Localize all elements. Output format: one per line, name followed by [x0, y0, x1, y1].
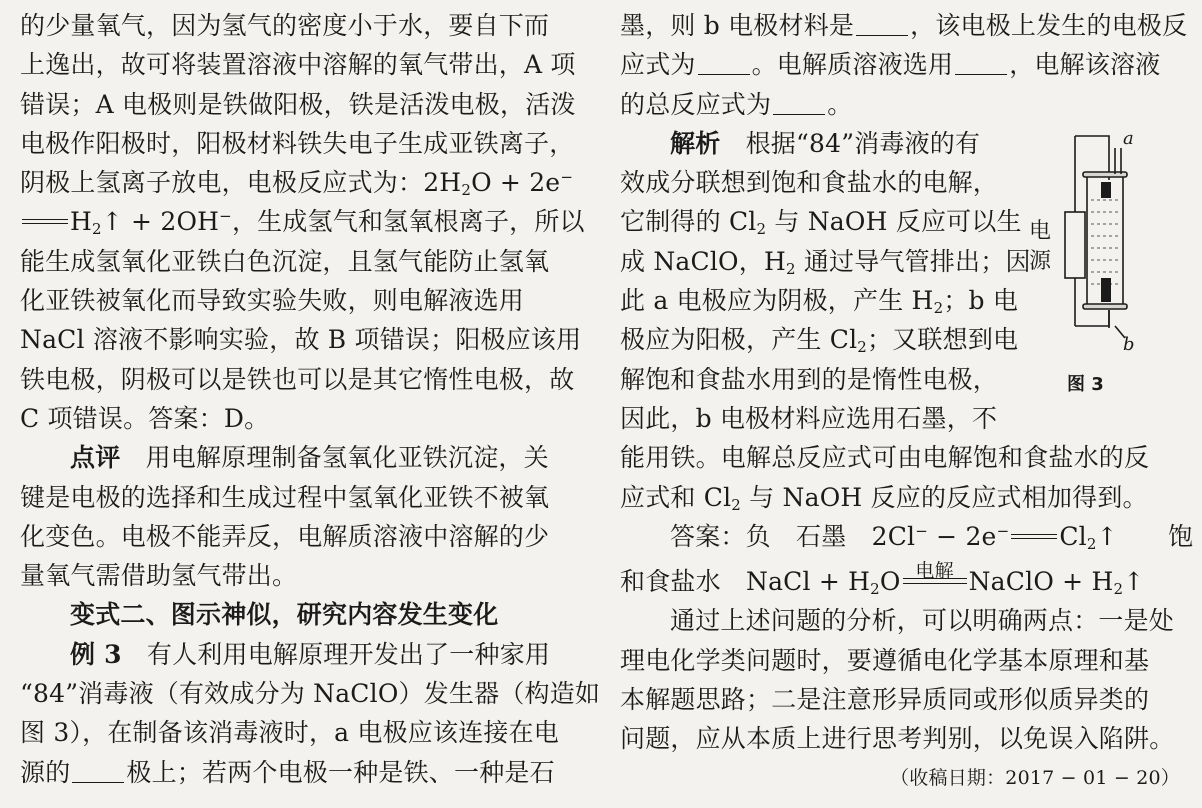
- text-line: 此 a 电极应为阴极，产生 $H_2$；b 电: [620, 286, 1019, 318]
- text-line: NaCl 溶液不影响实验，故 B 项错误；阳极应该用: [20, 325, 582, 355]
- text-line: 错误；A 电极则是铁做阳极，铁是活泼电极，活泼: [20, 89, 576, 119]
- text-line: 效成分联想到饱和食盐水的电解，: [620, 168, 999, 198]
- text-line: 电极作阳极时，阳极材料铁失电子生成亚铁离子，: [20, 128, 575, 158]
- text-line: 化变色。电极不能弄反，电解质溶液中溶解的少: [20, 521, 550, 551]
- comment-line: 点评 用电解原理制备氢氧化亚铁沉淀，关: [70, 443, 549, 473]
- text-line: 图 3），在制备该消毒液时，a 电极应该连接在电: [20, 718, 560, 748]
- electrode-a: [1101, 182, 1111, 198]
- analysis-line: 解析 根据“84”消毒液的有: [670, 128, 981, 158]
- text-line: 铁电极，阴极可以是铁也可以是其它惰性电极，故: [20, 364, 575, 394]
- text-line: 通过上述问题的分析，可以明确两点：一是处: [670, 606, 1175, 636]
- text-line: 化亚铁被氧化而导致实验失败，则电解液选用: [20, 286, 525, 316]
- answer-blank: [955, 54, 1007, 75]
- received-date: （收稿日期：2017 − 01 − 20）: [890, 766, 1180, 789]
- comment-label: 点评: [70, 443, 121, 473]
- analysis-label: 解析: [670, 128, 721, 158]
- equals-sign: [1011, 534, 1057, 539]
- text-line: 本解题思路；二是注意形异质同或形似质异类的: [620, 685, 1150, 715]
- example-label: 例 3: [70, 639, 122, 669]
- text-line: 能生成氢氧化亚铁白色沉淀，且氢气能防止氢氧: [20, 246, 550, 276]
- label-a: a: [1123, 128, 1134, 149]
- answer-blank: [698, 54, 750, 75]
- text-line: 理电化学类问题时，要遵循电化学基本原理和基: [620, 645, 1150, 675]
- text-line: 成 NaClO，$H_2$ 通过导气管排出；因: [620, 246, 1031, 278]
- text-line: 能用铁。电解总反应式可由电解饱和食盐水的反: [620, 443, 1150, 473]
- left-column: [20, 6, 601, 792]
- power-label: 电: [1029, 219, 1052, 244]
- text-line: 因此，b 电极材料应选用石墨，不: [620, 403, 998, 433]
- equals-sign: [22, 219, 68, 224]
- text-line: 墨，则 b 电极材料是 ，该电极上发生的电极反: [620, 11, 1188, 40]
- text-line: 源的 极上；若两个电极一种是铁、一种是石: [20, 757, 555, 787]
- text-line: 的总反应式为 。: [620, 89, 853, 119]
- section-title: 变式二、图示神似，研究内容发生变化: [70, 600, 499, 630]
- equation-line: 阴极上氢离子放电，电极反应式为：$2H_2O + 2e^-$: [20, 168, 574, 200]
- answer-line: 答案：负 石墨 2Cl− − 2e− $Cl_2↑$ 饱: [670, 521, 1194, 553]
- text-line: 解饱和食盐水用到的是惰性电极，: [620, 364, 999, 394]
- text-line: 量氧气需借助氢气带出。: [20, 561, 298, 591]
- electrolysis-apparatus-figure: [1015, 128, 1180, 428]
- answer-blank: [773, 94, 825, 115]
- text-line: 键是电极的选择和生成过程中氢氧化亚铁不被氧: [20, 482, 550, 512]
- equation-line: $H_2↑ + 2OH^-$，生成氢气和氢氧根离子，所以: [20, 202, 580, 241]
- text-line: 应式和 $Cl_2$ 与 NaOH 反应的反应式相加得到。: [620, 482, 1148, 514]
- text-line: 极应为阳极，产生 $Cl_2$；又联想到电: [620, 325, 1019, 357]
- power-label: 源: [1029, 249, 1052, 274]
- text-line: 它制得的 $Cl_2$ 与 NaOH 反应可以生: [620, 207, 1022, 239]
- answer-blank: [856, 15, 908, 36]
- text-line: “84”消毒液（有效成分为 NaClO）发生器（构造如: [20, 679, 601, 709]
- label-b: b: [1123, 334, 1135, 355]
- answer-blank: [72, 762, 124, 783]
- text-line: 应式为 。电解质溶液选用 ，电解该溶液: [620, 50, 1161, 80]
- text-line: C 项错误。答案：D。: [20, 403, 270, 433]
- text-line: 的少量氧气，因为氢气的密度小于水，要自下而: [20, 11, 550, 40]
- electrode-b: [1101, 278, 1111, 302]
- figure-caption: 图 3: [1067, 374, 1104, 395]
- text-line: 问题，应从本质上进行思考判别，以免误入陷阱。: [620, 724, 1175, 754]
- example-line: 例 3 有人利用电解原理开发出了一种家用: [70, 639, 551, 669]
- electrolysis-equals-sign: 电解: [903, 578, 967, 584]
- answer-line: 和食盐水 NaCl + $H_2O$ 电解 NaClO + $H_2↑$: [620, 560, 1145, 599]
- text-line: 上逸出，故可将装置溶液中溶解的氧气带出，A 项: [20, 50, 576, 80]
